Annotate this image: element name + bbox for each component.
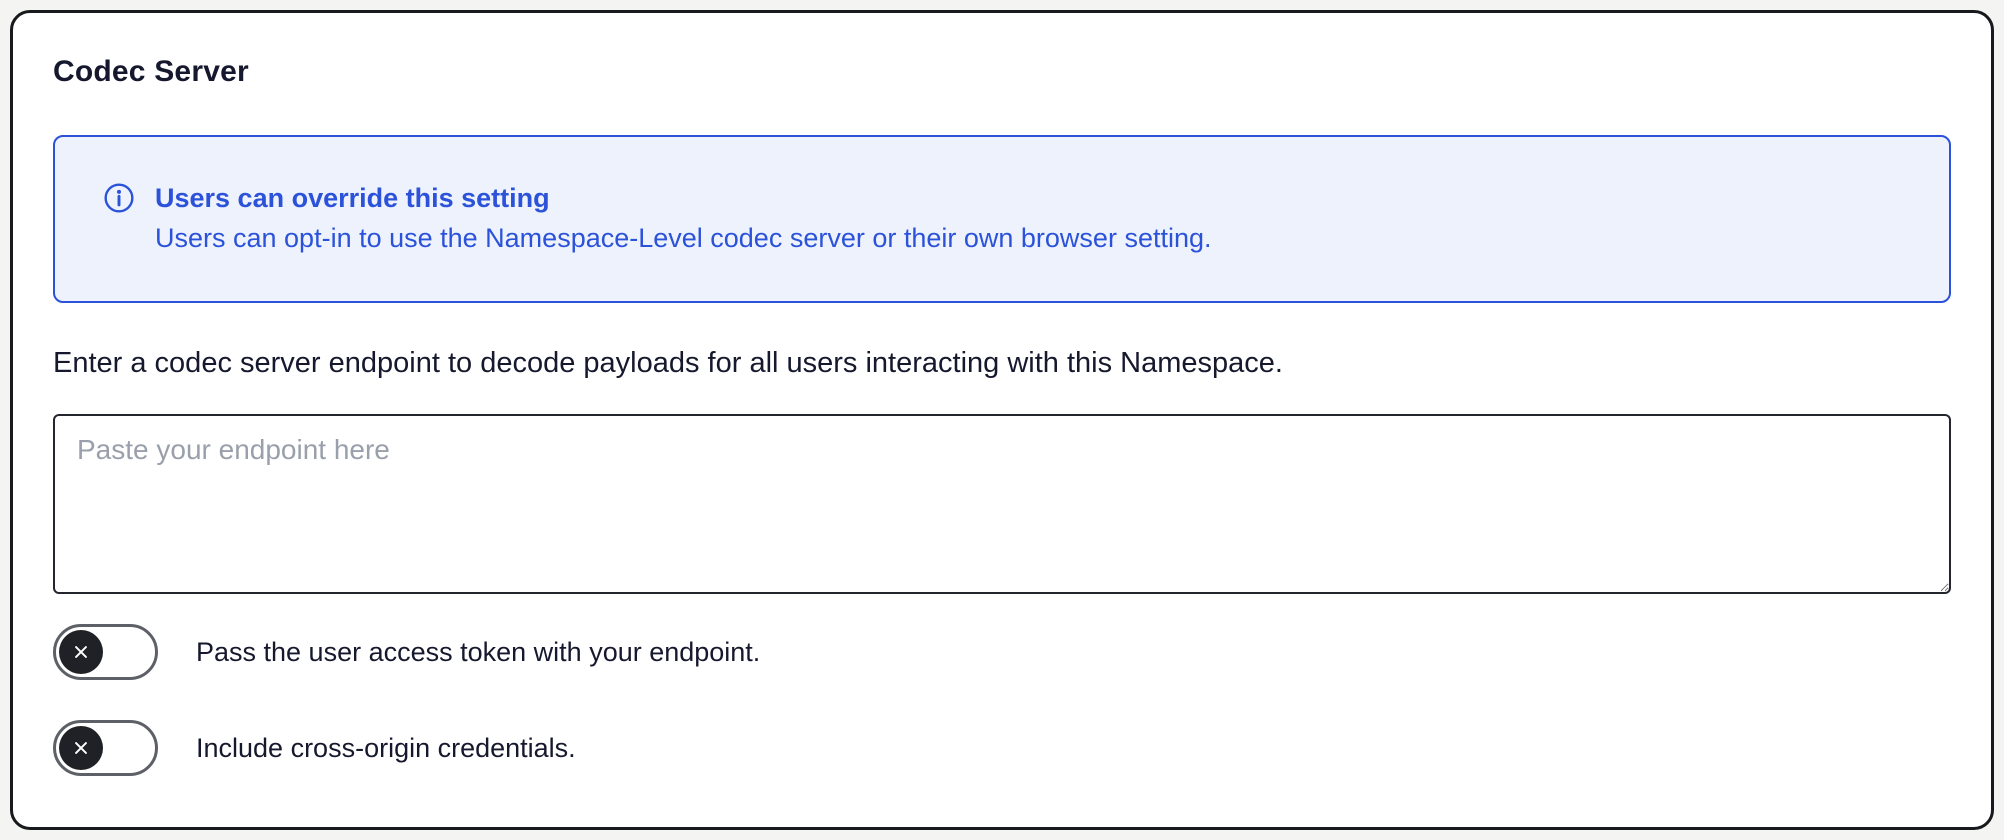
info-icon: [103, 182, 135, 214]
access-token-toggle-row: [53, 624, 1951, 680]
access-token-toggle[interactable]: [53, 624, 158, 680]
x-icon: [59, 630, 103, 674]
x-icon: [59, 726, 103, 770]
cross-origin-toggle-row: [53, 720, 1951, 776]
alert-description: Users can opt-in to use the Namespace-Level codec server or their own browser setting.: [155, 223, 1212, 253]
cross-origin-toggle[interactable]: [53, 720, 158, 776]
alert-title: Users can override this setting: [155, 183, 550, 213]
info-alert: [53, 135, 1951, 303]
endpoint-input[interactable]: [53, 414, 1951, 594]
codec-server-settings-card: [10, 10, 1994, 830]
access-token-toggle-label: Pass the user access token with your endpoint.: [196, 636, 761, 667]
endpoint-instruction-text: Enter a codec server endpoint to decode payloads for all users interacting with this Namespace.: [53, 347, 1283, 379]
cross-origin-toggle-label: Include cross-origin credentials.: [196, 732, 576, 763]
page-title: Codec Server: [53, 55, 249, 88]
